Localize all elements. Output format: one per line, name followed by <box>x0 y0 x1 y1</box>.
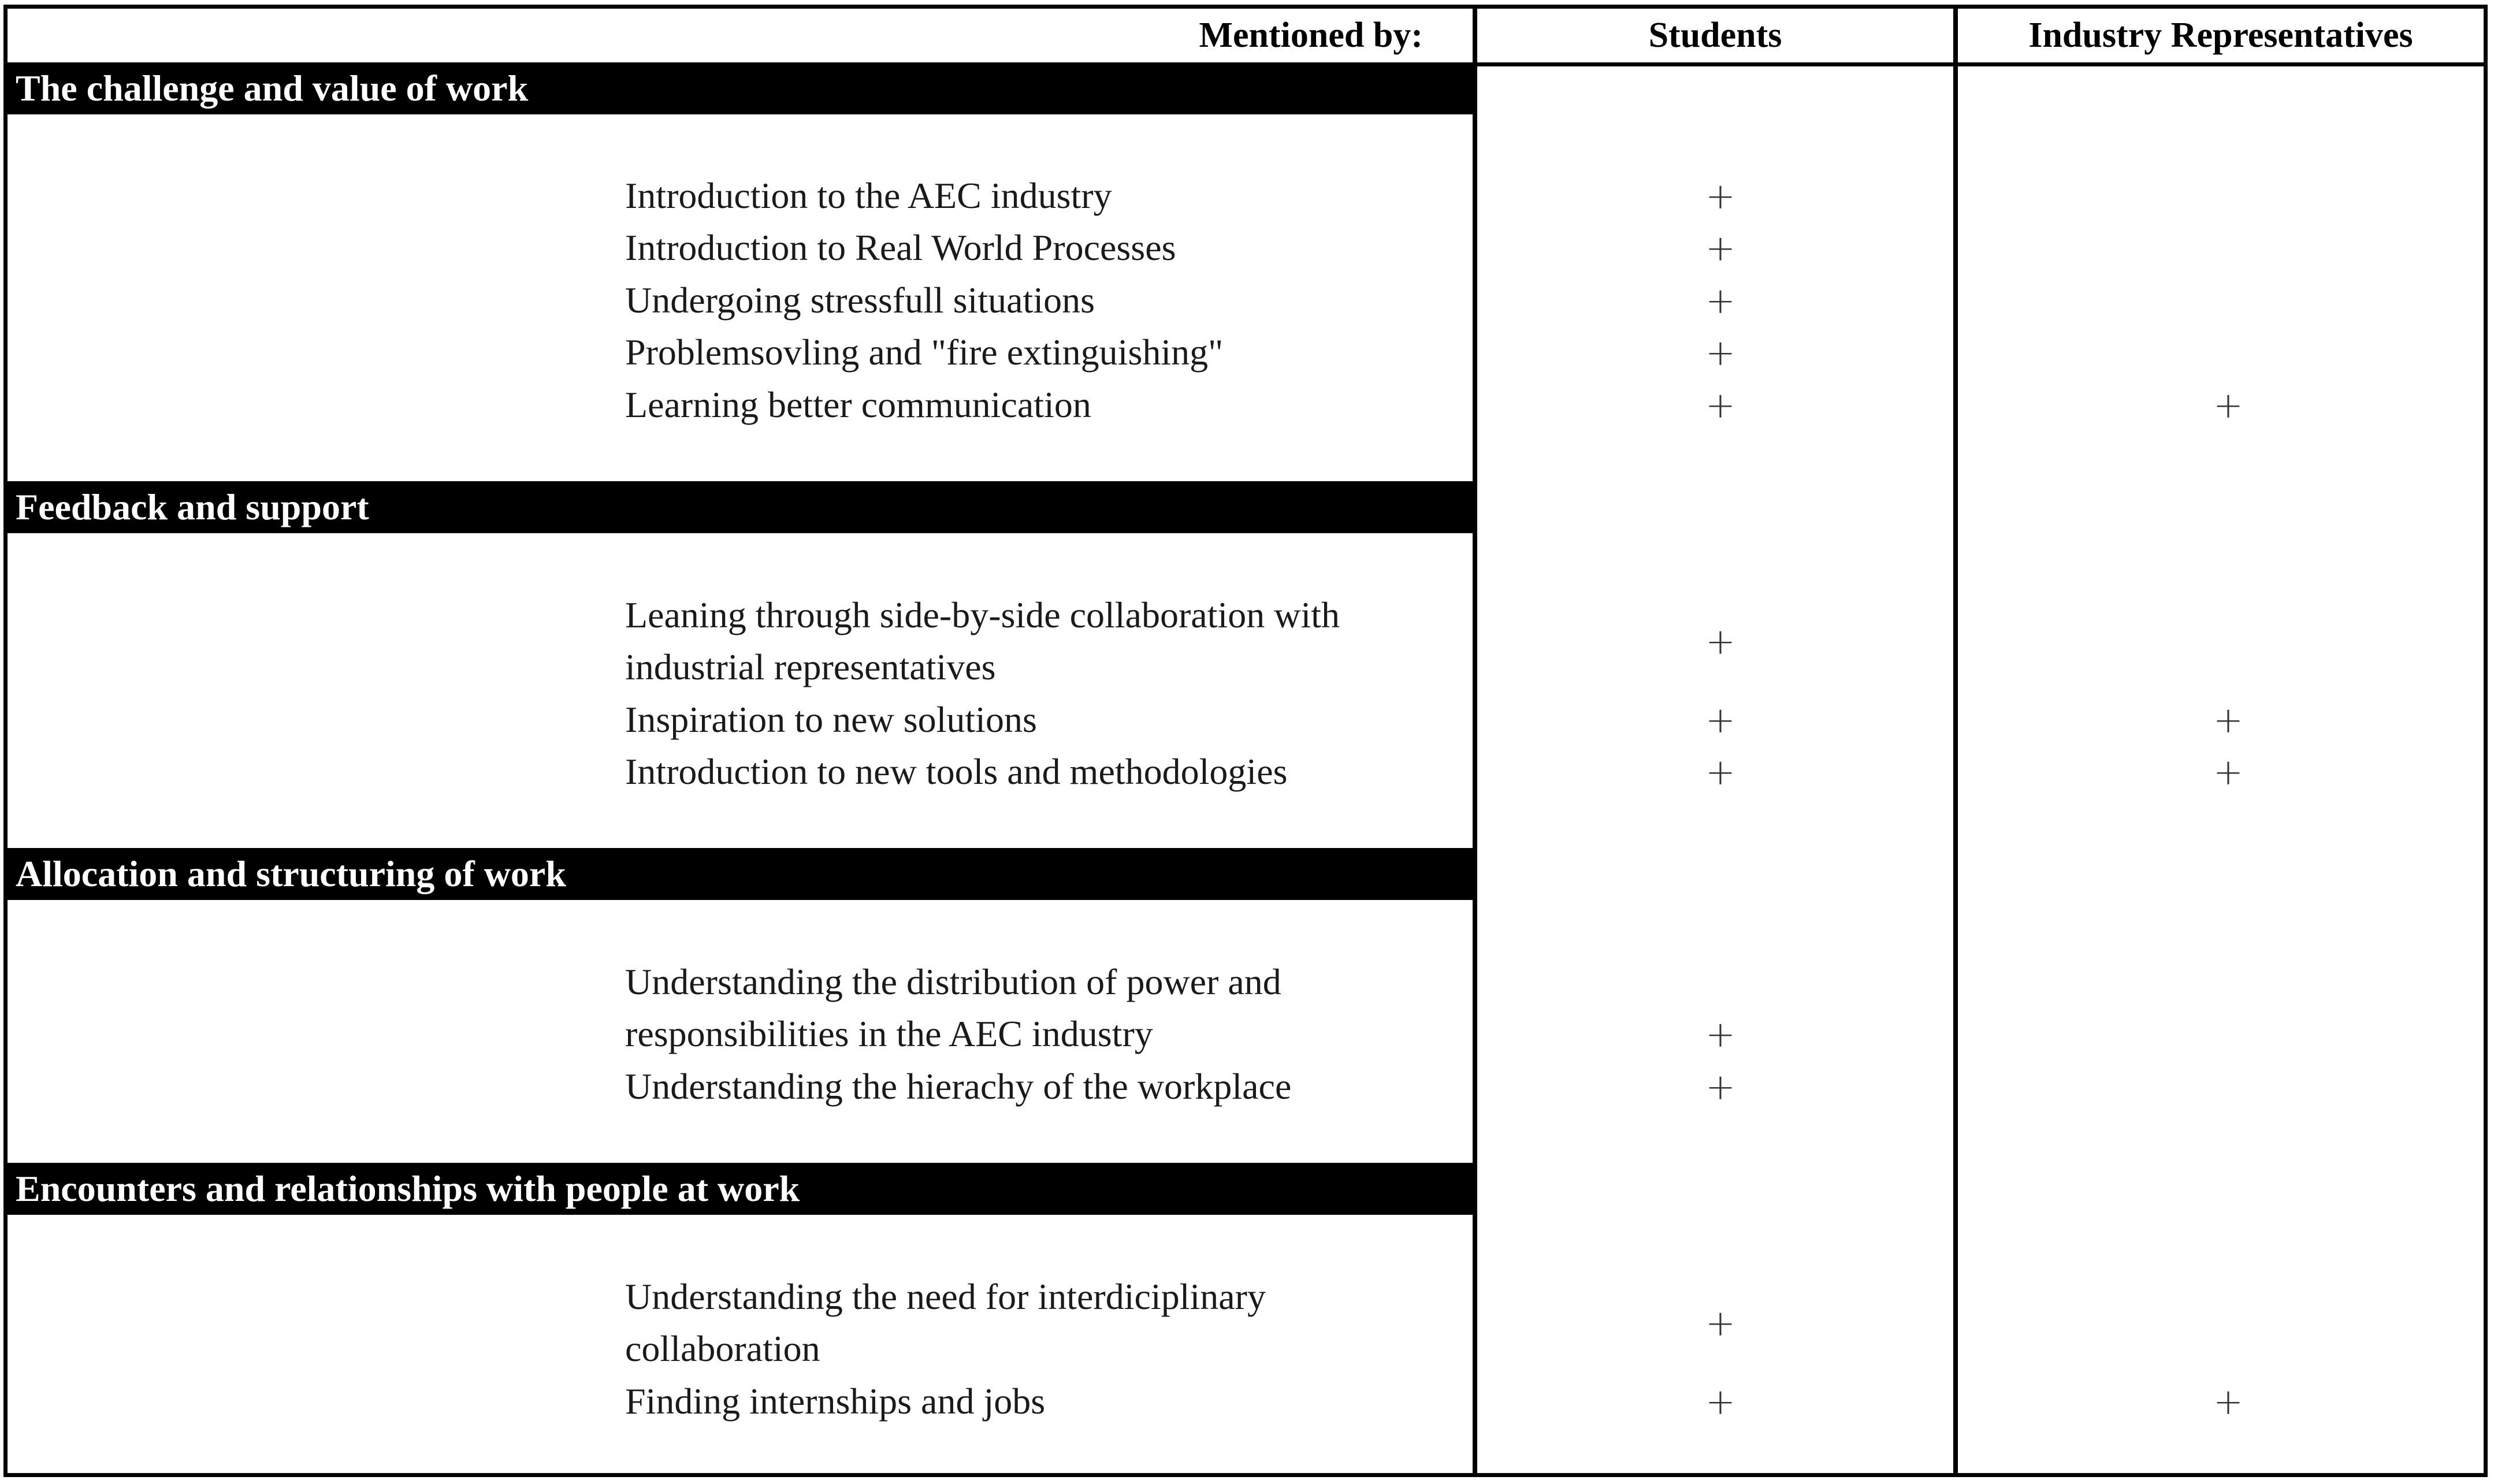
table-row-label-line2: industrial representatives <box>625 646 996 687</box>
table-row-label: Finding internships and jobs <box>625 1381 1046 1422</box>
table-row-label: Inspiration to new solutions <box>625 699 1037 740</box>
table-row-label: Introduction to new tools and methodologies <box>625 751 1288 792</box>
column-divider <box>1953 9 1958 1473</box>
students-mark: + <box>1705 620 1735 663</box>
students-mark: + <box>1705 1380 1735 1423</box>
students-mark: + <box>1705 698 1735 741</box>
table-row-label-line2: responsibilities in the AEC industry <box>625 1013 1153 1054</box>
table-row-label: Understanding the hierachy of the workplace <box>625 1066 1292 1107</box>
students-mark: + <box>1705 1065 1735 1108</box>
table-row-label: Learning better communication <box>625 384 1091 425</box>
students-mark: + <box>1705 1301 1735 1344</box>
students-mark: + <box>1705 1013 1735 1055</box>
students-mark: + <box>1705 174 1735 217</box>
table-row-label-line2: collaboration <box>625 1328 820 1369</box>
industry-mark: + <box>2213 384 2243 426</box>
category-header: Encounters and relationships with people at work <box>8 1163 1473 1215</box>
column-divider <box>1473 9 1477 1473</box>
students-mark: + <box>1705 384 1735 426</box>
category-header: Feedback and support <box>8 481 1473 533</box>
industry-column-header: Industry Representatives <box>2028 16 2413 55</box>
students-mark: + <box>1705 279 1735 322</box>
table-row-label-line1: Understanding the need for interdiciplinary <box>625 1276 1266 1317</box>
students-mark: + <box>1705 226 1735 269</box>
students-column-header: Students <box>1648 16 1782 55</box>
students-mark: + <box>1705 331 1735 374</box>
table-row-label: Introduction to Real World Processes <box>625 227 1176 268</box>
header-rule <box>1473 62 2484 66</box>
findings-table <box>3 5 2488 1477</box>
industry-mark: + <box>2213 698 2243 741</box>
category-header: Allocation and structuring of work <box>8 848 1473 900</box>
table-row-label: Introduction to the AEC industry <box>625 175 1112 216</box>
table-row-label-line1: Understanding the distribution of power and <box>625 961 1281 1002</box>
table-row-label: Undergoing stressfull situations <box>625 280 1095 321</box>
industry-mark: + <box>2213 750 2243 793</box>
category-header: The challenge and value of work <box>8 62 1473 114</box>
industry-mark: + <box>2213 1380 2243 1423</box>
mentioned-by-header: Mentioned by: <box>1199 16 1423 55</box>
students-mark: + <box>1705 750 1735 793</box>
table-row-label: Problemsovling and "fire extinguishing" <box>625 332 1224 373</box>
table-row-label-line1: Leaning through side-by-side collaboration with <box>625 594 1340 635</box>
